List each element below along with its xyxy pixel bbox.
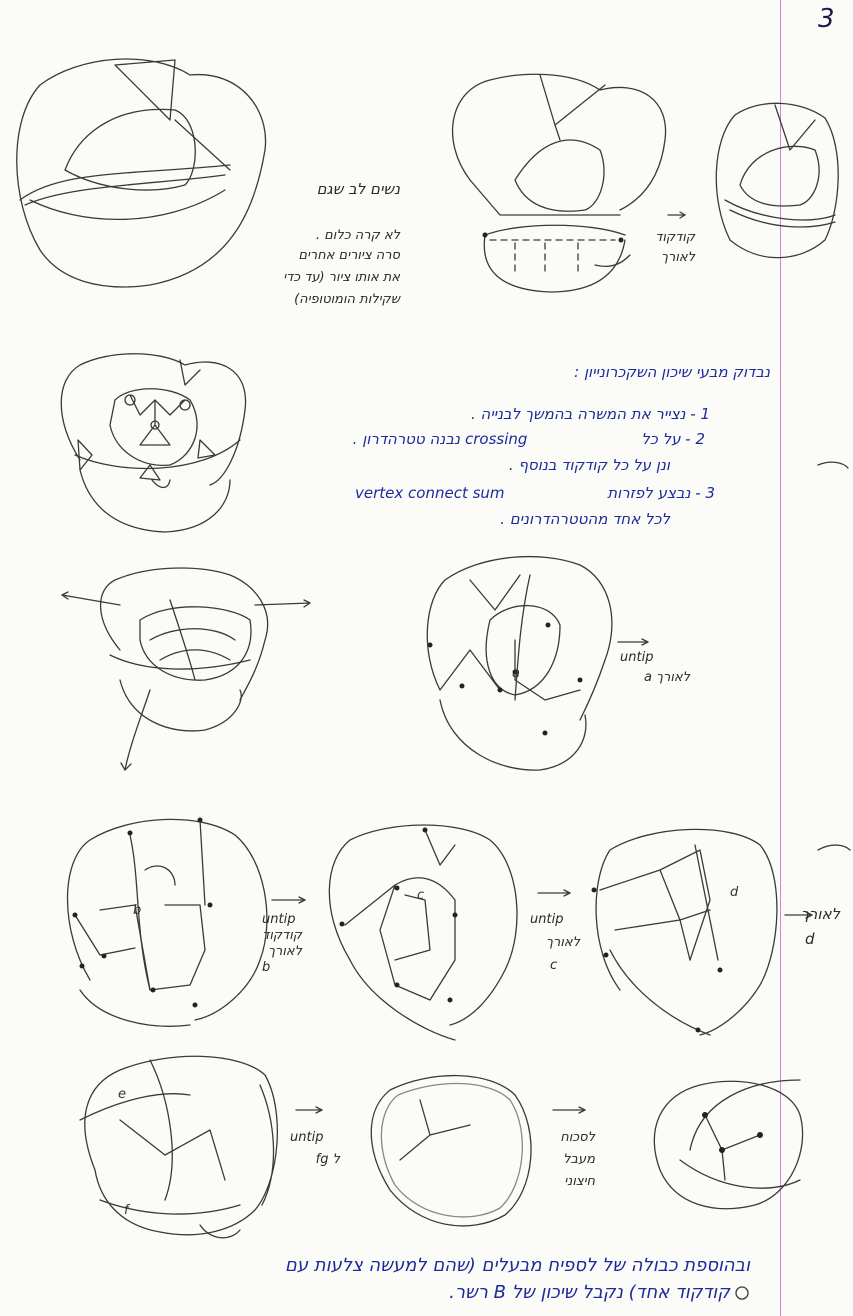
arrow-c-line-1: untip xyxy=(530,912,564,927)
sketch-8 xyxy=(329,825,570,1040)
arrow-d-line-1: לאורך xyxy=(800,905,840,923)
bottom-text-line-2: קודקוד אחד) נקבל שיכון של B רשר. xyxy=(449,1282,730,1303)
step-2c: ונן על כל קודקוד בנוסף . xyxy=(508,456,670,474)
arrow-ef-line-2: ל fg xyxy=(315,1152,340,1167)
step-2a: 2 - על כל xyxy=(641,430,705,448)
sketch-1 xyxy=(17,59,266,287)
note-1-line-2: סרה ציורים אחרים xyxy=(298,248,400,263)
step-3b: לכל אחד מהטטרהדרונים . xyxy=(500,510,670,528)
step-2-crossing: crossing xyxy=(465,430,528,448)
vertex-label-e: e xyxy=(118,1087,126,1102)
sketch-10 xyxy=(80,1056,322,1238)
note-2-line-1: קודקוד xyxy=(655,230,695,245)
vertex-label-a: a xyxy=(512,666,520,681)
bottom-text-line-1: ובהוספת כבולה של לספיח מבעלים (שהם למעשה צלעות עם xyxy=(284,1255,750,1276)
step-3-vertex-connect-sum: vertex connect sum xyxy=(355,484,505,502)
sketch-5 xyxy=(62,568,310,770)
steps-heading: נבדוק מבעי שיכון השקכרונייון : xyxy=(574,363,770,381)
vertex-label-b: b xyxy=(133,903,142,918)
arrow-b-line-1: untip xyxy=(262,912,296,927)
sketch-11 xyxy=(371,1076,585,1226)
arrow-1 xyxy=(668,212,685,218)
sketch-12 xyxy=(654,1080,802,1209)
note-1-title: נשים לב שגם xyxy=(316,180,400,198)
vertex-label-d: d xyxy=(730,885,739,900)
arrow-final-line-1: לסכוח xyxy=(560,1130,595,1145)
arrow-c-line-2: לאורך xyxy=(546,935,580,950)
arrow-a-line-1: untip xyxy=(620,650,654,665)
sketch-2 xyxy=(453,74,666,292)
arrow-b-line-2: קודקוד xyxy=(262,928,302,943)
arrow-a-line-2: לאורך a xyxy=(643,670,690,685)
sketch-3 xyxy=(716,103,838,257)
step-1: 1 - נצייר את המשרה בהמשך לבנייה . xyxy=(470,405,710,423)
arrow-ef-line-1: untip xyxy=(290,1130,324,1145)
arrow-d-line-2: d xyxy=(805,930,815,948)
note-1-line-3: את אותו ציור (עד כדי xyxy=(283,270,400,285)
step-3a: 3 - נבצע לפזרות xyxy=(607,484,715,502)
arrow-b-line-4: b xyxy=(262,960,271,975)
note-1-line-4: שקילות הומוטופיה) xyxy=(294,292,400,307)
note-2-line-2: לאורך xyxy=(661,250,695,265)
page-number: 3 xyxy=(818,4,835,34)
arrow-final-line-2: מעבל xyxy=(563,1152,595,1167)
sketch-9 xyxy=(592,829,813,1035)
arrow-c-line-3: c xyxy=(550,958,558,973)
vertex-label-c: c xyxy=(417,888,425,903)
sketch-4 xyxy=(61,354,245,532)
arrow-b-line-3: לאורך xyxy=(268,944,302,959)
sketch-6 xyxy=(427,557,648,771)
vertex-label-f: f xyxy=(124,1203,129,1218)
step-2b: נבנה טטרהדרון . xyxy=(352,430,460,448)
note-1-line-1: לא קרה כלום . xyxy=(315,228,400,243)
arrow-final-line-3: חיצוני xyxy=(564,1174,595,1189)
